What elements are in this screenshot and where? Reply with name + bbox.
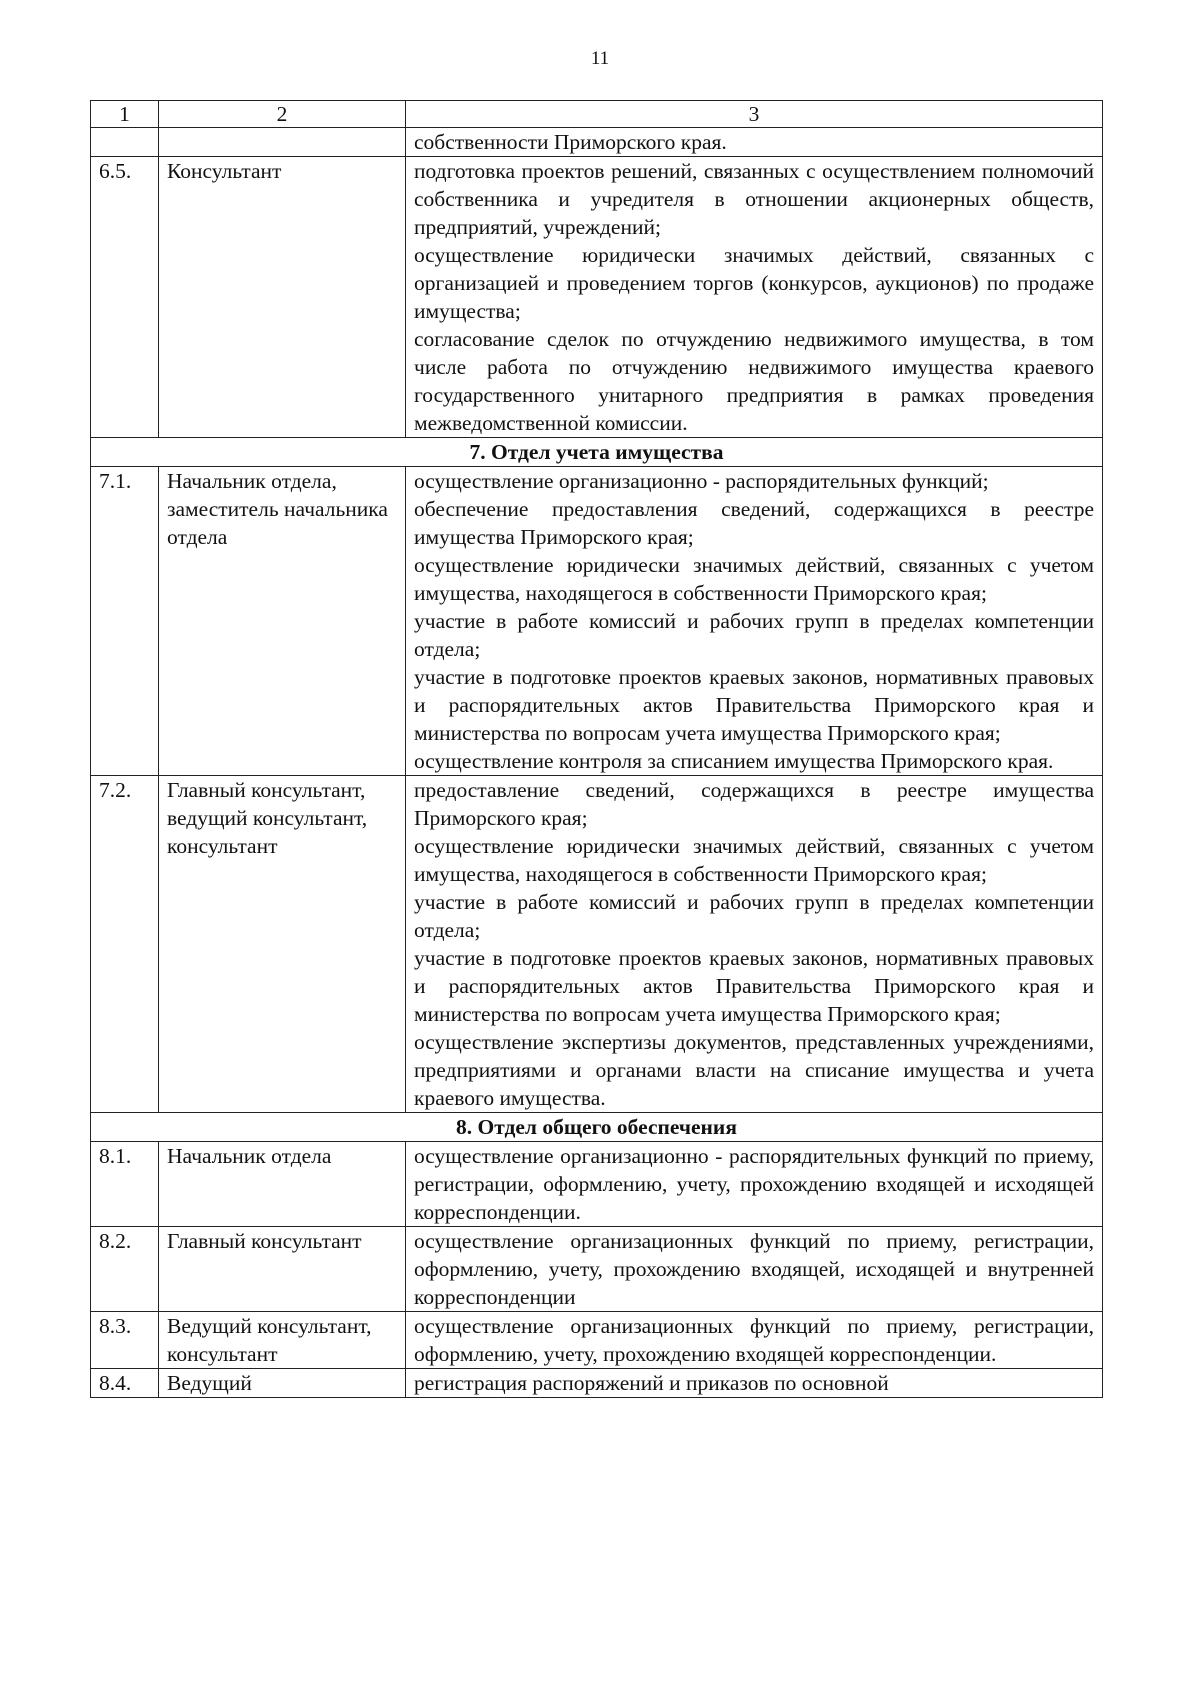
duty-item: осуществление экспертизы документов, представленных учреждениями, предприятиями и органами власти на списание имущества и учета краевого имущества. [414, 1030, 1094, 1110]
duty-item: участие в работе комиссий и рабочих групп в пределах компетенции отдела; [414, 609, 1094, 661]
position-title: Ведущий консультант, консультант [159, 1312, 406, 1369]
duty-item: осуществление организационных функций по приему, регистрации, оформлению, учету, прохождению входящей, исходящей и внутренней корреспонденции [414, 1229, 1094, 1309]
duty-item: регистрация распоряжений и приказов по основной [414, 1371, 889, 1395]
header-row [91, 101, 1103, 128]
section-title: 8. Отдел общего обеспечения [91, 1113, 1103, 1142]
duty-item: предоставление сведений, содержащихся в реестре имущества Приморского края; [414, 778, 1094, 830]
header-col-3: 3 [406, 101, 1103, 128]
row-number: 8.1. [91, 1142, 159, 1227]
table-row [91, 1369, 1103, 1398]
row-number: 8.4. [91, 1369, 159, 1398]
section-title: 7. Отдел учета имущества [91, 438, 1103, 467]
duty-item: обеспечение предоставления сведений, содержащихся в реестре имущества Приморского края; [414, 497, 1094, 549]
table-row [91, 776, 1103, 1113]
position-title: Начальник отдела [159, 1142, 406, 1227]
table-row [91, 157, 1103, 438]
duty-item: осуществление юридически значимых действий, связанных с организацией и проведением торгов (конкурсов, аукционов) по продаже имущества; [414, 243, 1094, 323]
row-number: 6.5. [91, 157, 159, 438]
duty-item: согласование сделок по отчуждению недвижимого имущества, в том числе работа по отчуждению недвижимого имущества краевого государственного унитарного предприятия в рамках проведения межведомственной комиссии. [414, 327, 1094, 435]
header-col-2: 2 [159, 101, 406, 128]
duties-cell [406, 776, 1103, 1113]
duty-item: осуществление юридически значимых действий, связанных с учетом имущества, находящегося в собственности Приморского края; [414, 834, 1094, 886]
position-title [159, 128, 406, 157]
table-row [91, 1312, 1103, 1369]
duty-item: осуществление контроля за списанием имущества Приморского края. [414, 749, 1054, 773]
duty-item: участие в подготовке проектов краевых законов, нормативных правовых и распорядительных актов Правительства Приморского края и министерства по вопросам учета имущества Приморского края; [414, 665, 1094, 745]
duty-item: осуществление юридически значимых действий, связанных с учетом имущества, находящегося в собственности Приморского края; [414, 553, 1094, 605]
duty-item: участие в работе комиссий и рабочих групп в пределах компетенции отдела; [414, 890, 1094, 942]
duties-cell [406, 157, 1103, 438]
row-number: 7.1. [91, 467, 159, 776]
duties-table-body [91, 101, 1103, 1398]
row-number: 8.2. [91, 1227, 159, 1312]
row-number [91, 128, 159, 157]
duty-item: осуществление организационно - распорядительных функций; [414, 469, 989, 493]
row-number: 7.2. [91, 776, 159, 1113]
duty-item: осуществление организационных функций по приему, регистрации, оформлению, учету, прохождению входящей корреспонденции. [414, 1314, 1094, 1366]
header-col-1: 1 [91, 101, 159, 128]
position-title: Начальник отдела, заместитель начальника отдела [159, 467, 406, 776]
section-row [91, 1113, 1103, 1142]
duty-item: участие в подготовке проектов краевых законов, нормативных правовых и распорядительных актов Правительства Приморского края и министерства по вопросам учета имущества Приморского края; [414, 946, 1094, 1026]
duties-cell [406, 467, 1103, 776]
duty-item: собственности Приморского края. [414, 130, 727, 154]
duties-cell [406, 1227, 1103, 1312]
table-row [91, 128, 1103, 157]
duty-item: подготовка проектов решений, связанных с осуществлением полномочий собственника и учредителя в отношении акционерных обществ, предприятий, учреждений; [414, 159, 1094, 239]
page-number: 11 [590, 48, 610, 69]
duties-cell [406, 1369, 1103, 1398]
position-title: Ведущий [159, 1369, 406, 1398]
position-title: Главный консультант [159, 1227, 406, 1312]
duty-item: осуществление организационно - распорядительных функций по приему, регистрации, оформлению, учету, прохождению входящей и исходящей корреспонденции. [414, 1144, 1094, 1224]
duties-cell [406, 1312, 1103, 1369]
table-row [91, 1142, 1103, 1227]
table-row [91, 467, 1103, 776]
row-number: 8.3. [91, 1312, 159, 1369]
table-row [91, 1227, 1103, 1312]
position-title: Главный консультант, ведущий консультант, консультант [159, 776, 406, 1113]
duties-cell [406, 1142, 1103, 1227]
duties-cell [406, 128, 1103, 157]
duties-table [90, 100, 1103, 1398]
section-row [91, 438, 1103, 467]
position-title: Консультант [159, 157, 406, 438]
